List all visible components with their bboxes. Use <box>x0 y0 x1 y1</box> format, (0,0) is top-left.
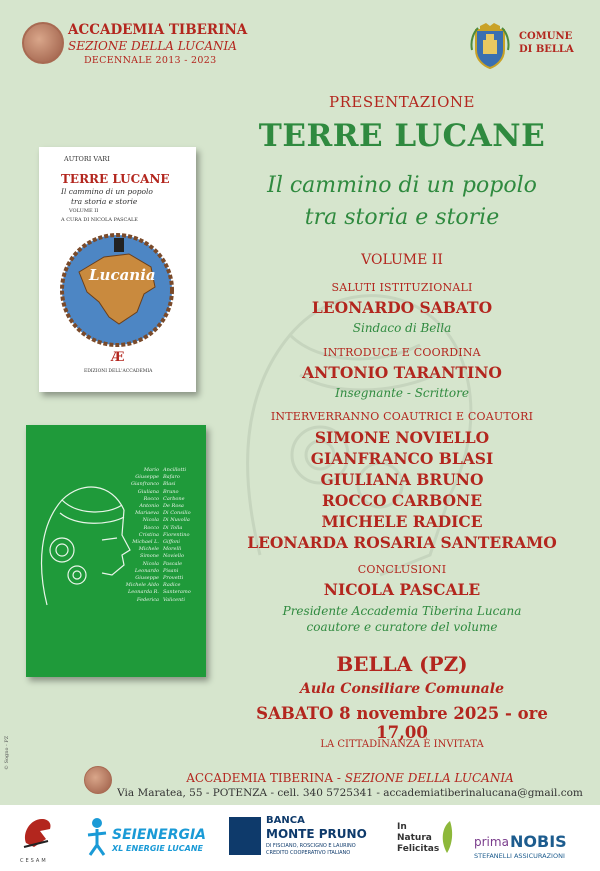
banca-line2: MONTE PRUNO <box>266 827 367 841</box>
cesam-label: CESAM <box>20 858 48 864</box>
seienergia-sub: XL ENERGIE LUCANE <box>112 844 204 853</box>
author-row: Giuseppe Provetti <box>135 575 184 582</box>
leaf-icon <box>440 819 454 855</box>
book-volume: VOLUME II <box>69 208 99 214</box>
academy-section: SEZIONE DELLA LUCANIA <box>68 39 237 53</box>
author-row: Leonardo Pisani <box>134 567 179 574</box>
conclusion-name: NICOLA PASCALE <box>323 580 481 599</box>
book-subtitle: Il cammino di un popolo tra storia e storie <box>61 187 153 206</box>
intro-label: INTRODUCE E COORDINA <box>323 346 481 359</box>
author-row: Leonarda R. Santeramo <box>127 589 191 596</box>
publisher-logo-icon: Æ <box>111 350 125 365</box>
author-row: Antonio De Rosa <box>139 503 184 510</box>
author-row: Gianfranco Blasi <box>130 481 176 488</box>
greetings-role: Sindaco di Bella <box>352 321 452 335</box>
footer-academy: ACCADEMIA TIBERINA - SEZIONE DELLA LUCANIA <box>186 771 514 785</box>
event-place: BELLA (PZ) <box>336 652 468 676</box>
speakers-label: INTERVERRANNO COAUTRICI E COAUTORI <box>270 410 534 423</box>
book-front-cover <box>39 147 196 392</box>
conclusion-role-2: coautore e curatore del volume <box>306 620 498 634</box>
speaker-name: ROCCO CARBONE <box>321 491 483 510</box>
book-publisher: EDIZIONI DELL'ACCADEMIA <box>84 369 153 374</box>
author-row: Nicola Pascale <box>142 560 183 567</box>
comune-name: COMUNE DI BELLA <box>519 31 574 55</box>
author-row: Simone Noviello <box>140 553 184 560</box>
cesam-logo-icon <box>18 813 58 857</box>
author-row: Rocco Di Tolla <box>143 524 183 531</box>
academy-decennial: DECENNALE 2013 - 2023 <box>84 55 217 66</box>
book-back-authors <box>119 467 204 604</box>
map-label: Lucania <box>89 266 156 284</box>
credit-text: © Sogno - PZ <box>4 735 10 770</box>
footer-seal-icon <box>84 766 112 794</box>
author-row: Rocco Carbone <box>143 495 185 502</box>
author-row: Mario Ancillotti <box>143 467 187 473</box>
author-row: Giuseppe Bafaro <box>135 474 180 481</box>
volume-label: VOLUME II <box>361 252 443 268</box>
speaker-name: GIULIANA BRUNO <box>320 470 484 489</box>
banca-line4: CREDITO COOPERATIVO ITALIANO <box>266 850 351 856</box>
presentation-label: PRESENTAZIONE <box>329 93 475 111</box>
speaker-name: MICHELE RADICE <box>321 512 483 531</box>
speaker-name: LEONARDA ROSARIA SANTERAMO <box>247 533 557 552</box>
author-row: Giuliana Bruno <box>137 488 179 495</box>
comune-crest-icon <box>466 22 514 70</box>
greetings-name: LEONARDO SABATO <box>311 298 493 317</box>
subtitle: Il cammino di un popolo tra storia e storie <box>267 173 537 230</box>
banca-line3: DI FISCIANO, ROSCIGNO E LAURINO <box>266 843 356 849</box>
primanobis-prima: prima <box>474 835 509 849</box>
author-row: Michele Aldo Radice <box>125 582 181 589</box>
author-row: Nicola Di Nuvolla <box>142 517 190 524</box>
author-row: Michael L. Giffoni <box>132 539 180 546</box>
conclusion-role: Presidente Accademia Tiberina Lucana <box>282 604 522 618</box>
author-row: Michele Morelli <box>138 546 182 553</box>
primanobis-sub: STEFANELLI ASSICURAZIONI <box>474 852 565 860</box>
book-authors: AUTORI VARI <box>64 155 110 163</box>
speaker-name: GIANFRANCO BLASI <box>310 449 494 468</box>
seienergia-figure-icon <box>84 817 110 857</box>
speaker-name: SIMONE NOVIELLO <box>314 428 490 447</box>
event-venue: Aula Consiliare Comunale <box>300 681 504 697</box>
book-title: TERRE LUCANE <box>61 172 170 186</box>
face-drawing-icon <box>32 465 132 615</box>
conclusion-label: CONCLUSIONI <box>357 563 447 576</box>
intro-role: Insegnante - Scrittore <box>335 386 469 400</box>
academy-name: ACCADEMIA TIBERINA <box>68 22 248 38</box>
event-datetime: SABATO 8 novembre 2025 - ore 17,00 <box>256 704 548 742</box>
author-row: Cristina Fiorentino <box>138 531 190 538</box>
banca-logo-icon <box>229 817 261 855</box>
academy-header <box>22 20 248 70</box>
event-invite: LA CITTADINANZA È INVITATA <box>320 739 484 750</box>
primanobis-nobis: NOBIS <box>510 832 567 851</box>
lucania-map-icon <box>59 232 175 348</box>
sponsor-bar <box>0 805 600 871</box>
seienergia-name: SEIENERGIA <box>112 827 207 843</box>
innatura-logo: In Natura Felicitas <box>397 822 440 854</box>
banca-line1: BANCA <box>266 815 305 826</box>
footer-address: Via Maratea, 55 - POTENZA - cell. 340 5725341 - accademiatiberinalucana@gmail.com <box>117 787 583 799</box>
author-row: Mariaeva Di Consilio <box>135 510 191 517</box>
author-row: Federica Valicenti <box>136 596 185 603</box>
greetings-label: SALUTI ISTITUZIONALI <box>331 281 473 294</box>
book-curator: A CURA DI NICOLA PASCALE <box>61 217 138 223</box>
book-back-cover <box>26 425 206 677</box>
academy-seal-icon <box>22 22 64 64</box>
main-title: TERRE LUCANE <box>258 118 546 154</box>
intro-name: ANTONIO TARANTINO <box>302 363 502 382</box>
